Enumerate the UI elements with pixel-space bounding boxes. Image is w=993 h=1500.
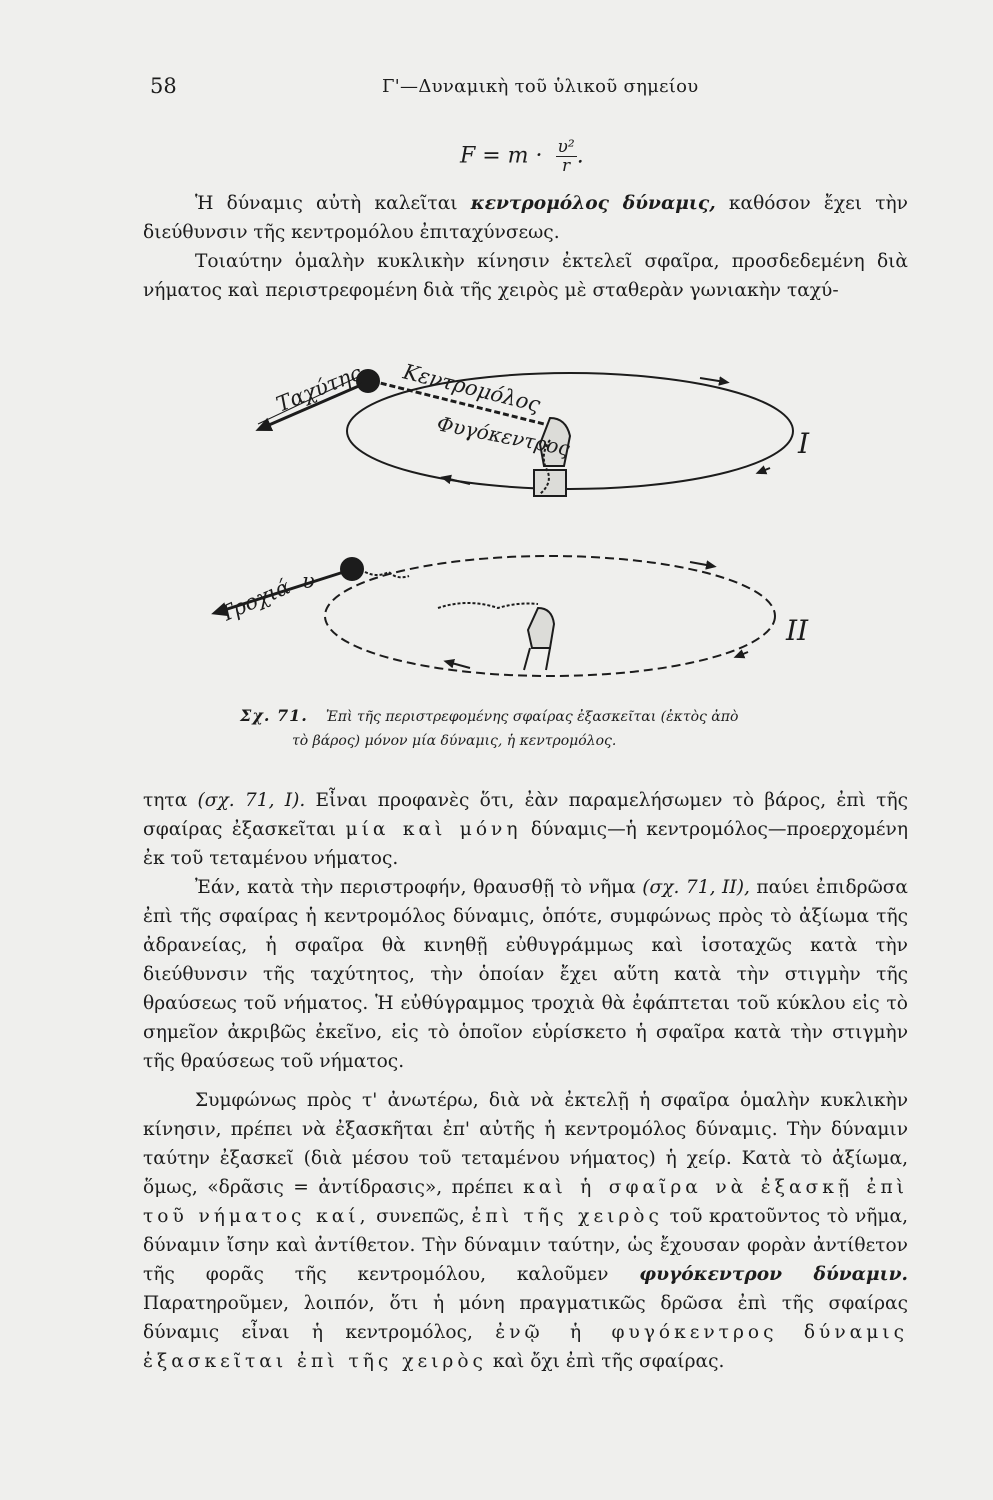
formula-lhs: F = m ·	[460, 143, 543, 169]
term-centripetal: κεντρομόλος δύναμις,	[470, 193, 716, 214]
caption-line-2: τὸ βάρος) μόνον μία δύναμις, ἡ κεντρομόλος.	[292, 733, 617, 749]
body-text	[143, 786, 908, 1376]
path-arrow-right	[760, 468, 770, 472]
paragraph-string-breaks: Ἐάν, κατὰ τὴν περιστροφήν, θραυσθῇ τὸ νῆμα (σχ. 71, II), παύει ἐπιδρῶσα ἐπὶ τῆς σφαίρας ἡ κεντρομόλος δύναμις, ὁπότε, συμφώνως πρὸς τὸ ἀξίωμα τῆς ἀδρανείας, ἡ σφαῖρα θὰ κινηθῇ εὐθυγράμμως καὶ ἰσοταχῶς κατὰ τὴν διεύθυνσιν τῆς ταχύτητος, τὴν ὁποίαν ἔχει αὕτη κατὰ τὴν στιγμὴν τῆς θραύσεως τοῦ νήματος. Ἡ εὐθύγραμμος τροχιὰ θὰ ἐφάπτεται τοῦ κύκλου εἰς τὸ σημεῖον ἀκριβῶς ἐκεῖνο, εἰς τὸ ὁποῖον εὑρίσκετο ἡ σφαῖρα κατὰ τὴν στιγμὴν τῆς θραύσεως τοῦ νήματος.	[143, 877, 908, 1072]
figure-ref-2: (σχ. 71, II),	[642, 877, 750, 898]
chapter-title: Γ'—Δυναμικὴ τοῦ ὑλικοῦ σημείου	[382, 76, 699, 97]
label-roman-2: II	[786, 614, 809, 647]
spaced-emphasis-1: μία καὶ μόνη	[345, 819, 522, 840]
cuff-one	[534, 470, 566, 496]
path-arrow-bottom	[445, 478, 470, 484]
label-trajectory: Τροχιά	[216, 574, 294, 627]
caption-label: Σχ. 71.	[240, 706, 308, 725]
path-arrow-bottom-2	[448, 662, 470, 668]
hand-two	[528, 608, 554, 648]
label-centrifugal: Φυγόκεντρος	[435, 411, 572, 461]
path-arrow-top	[700, 378, 725, 382]
label-velocity: Ταχύτης	[272, 360, 365, 417]
paragraph-example: Τοιαύτην ὁμαλὴν κυκλικὴν κίνησιν ἐκτελεῖ σφαῖρα, προσδεδεμένη διὰ νήματος καὶ περιστρεφομένη διὰ τῆς χειρὸς μὲ σταθερὰν γωνιακὴν ταχύ-	[143, 251, 908, 301]
path-arrow-right-2	[738, 652, 748, 656]
paragraph-definition: Ἡ δύναμις αὐτὴ καλεῖται κεντρομόλος δύναμις, καθόσον ἔχει τὴν διεύθυνσιν τῆς κεντρομόλου ἐπιταχύνσεως.	[143, 193, 908, 243]
caption-line-1: Ἐπὶ τῆς περιστρεφομένης σφαίρας ἐξασκεῖται (ἐκτὸς ἀπὸ	[325, 709, 739, 725]
figure-71	[0, 0, 993, 720]
spaced-emphasis-4: ἐνῷ ἡ φυγόκεντρος δύναμις ἐξασκεῖται ἐπὶ τῆς χειρὸς	[143, 1322, 908, 1372]
figure-caption	[240, 704, 800, 753]
label-v: υ	[302, 569, 315, 593]
formula-denominator: r	[562, 156, 571, 176]
figure-ref-1: (σχ. 71, I).	[197, 790, 306, 811]
label-roman-1: I	[798, 427, 810, 460]
circular-path-one	[347, 373, 793, 489]
spaced-emphasis-2: καὶ ἡ σφαῖρα νὰ ἐξασκῇ ἐπὶ τοῦ νήματος καί,	[143, 1177, 908, 1227]
wrist-two	[524, 648, 550, 670]
page-number: 58	[150, 74, 177, 98]
spaced-emphasis-3: ἐπὶ τῆς χειρὸς	[471, 1206, 663, 1227]
paragraph-continuation: τητα (σχ. 71, I). Εἶναι προφανὲς ὅτι, ἐὰν παραμελήσωμεν τὸ βάρος, ἐπὶ τῆς σφαίρας ἐξασκεῖται μία καὶ μόνη δύναμις—ἡ κεντρομόλος—προερχομένη ἐκ τοῦ τεταμένου νήματος.	[143, 790, 909, 869]
paragraph-centrifugal: Συμφώνως πρὸς τ' ἀνωτέρω, διὰ νὰ ἐκτελῇ ἡ σφαῖρα ὁμαλὴν κυκλικὴν κίνησιν, πρέπει νὰ ἐξασκῆται ἐπ' αὐτῆς ἡ κεντρομόλος δύναμις. Τὴν δύναμιν ταύτην ἐξασκεῖ (διὰ μέσου τοῦ τεταμένου νήματος) ἡ χείρ. Κατὰ τὸ ἀξίωμα, ὅμως, «δρᾶσις = ἀντίδρασις», πρέπει καὶ ἡ σφαῖρα νὰ ἐξασκῇ ἐπὶ τοῦ νήματος καί, συνεπῶς, ἐπὶ τῆς χειρὸς τοῦ κρατοῦντος τὸ νῆμα, δύναμιν ἴσην καὶ ἀντίθετον. Τὴν δύναμιν ταύτην, ὡς ἔχουσαν φορὰν ἀντίθετον τῆς φορᾶς τῆς κεντρομόλου, καλοῦμεν φυγόκεντρον δύναμιν. Παρατηροῦμεν, λοιπόν, ὅτι ἡ μόνη πραγματικῶς δρῶσα ἐπὶ τῆς σφαίρας δύναμις εἶναι ἡ κεντρομόλος, ἐνῷ ἡ φυγόκεντρος δύναμις ἐξασκεῖται ἐπὶ τῆς χειρὸς καὶ ὄχι ἐπὶ τῆς σφαίρας.	[143, 1090, 908, 1372]
formula-numerator: υ²	[557, 137, 575, 157]
path-arrow-top-2	[690, 562, 712, 566]
term-centrifugal: φυγόκεντρον δύναμιν.	[639, 1264, 908, 1285]
broken-string-held	[438, 603, 538, 608]
label-centripetal: Κεντρομόλος	[400, 359, 543, 417]
ball-two	[341, 558, 363, 580]
formula-tail: .	[576, 143, 584, 169]
